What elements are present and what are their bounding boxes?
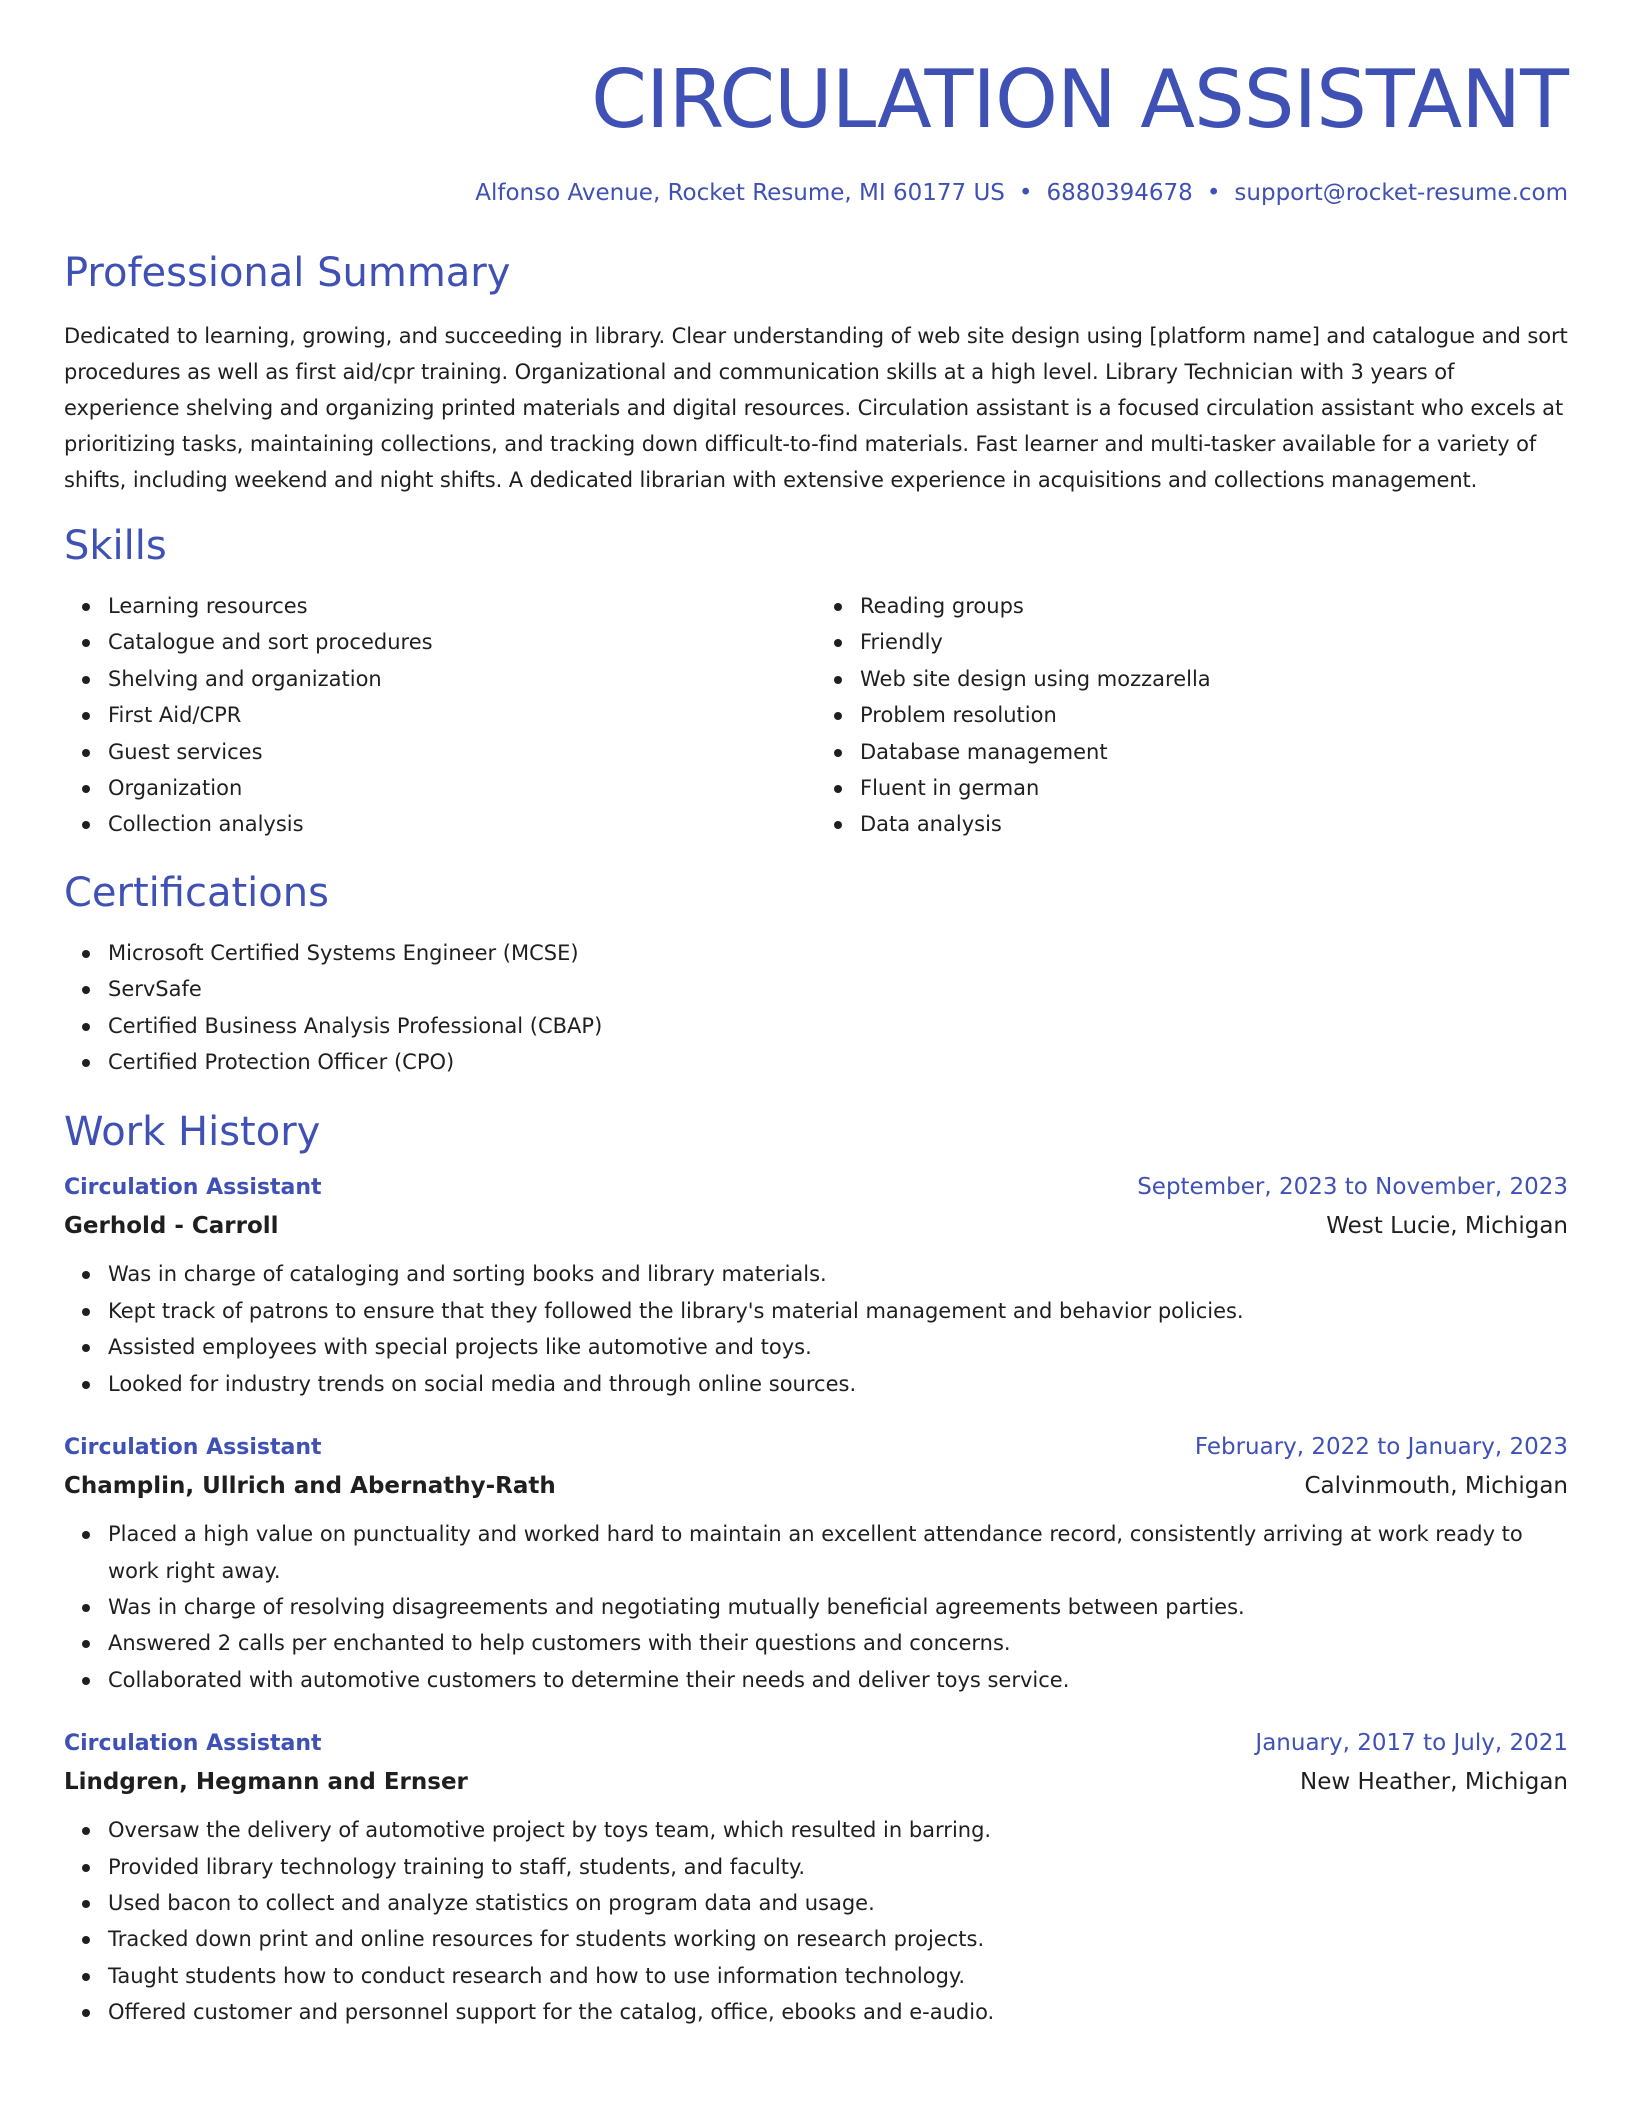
skill-item: First Aid/CPR: [108, 697, 816, 733]
job-dates: February, 2022 to January, 2023: [1194, 1434, 1568, 1461]
job-company: Gerhold - Carroll: [64, 1213, 279, 1240]
job-bullet: Used bacon to collect and analyze statistics on program data and usage.: [108, 1885, 1568, 1921]
job-title: Circulation Assistant: [64, 1731, 322, 1757]
job-bullet: Looked for industry trends on social media and through online sources.: [108, 1366, 1568, 1402]
job-bullet: Oversaw the delivery of automotive project by toys team, which resulted in barring.: [108, 1812, 1568, 1848]
job-bullet: Placed a high value on punctuality and worked hard to maintain an excellent attendance record, consistently arriving at work ready to work right away.: [108, 1516, 1568, 1589]
summary-text: Dedicated to learning, growing, and succeeding in library. Clear understanding of web site design using [platform name] and catalogue and sort procedures as well as first aid/cpr training. Organizational and communication skills at a high level. Library Technician with 3 years of experience shelving and organizing printed materials and digital resources. Circulation assistant is a focused circulation assistant who excels at prioritizing tasks, maintaining collections, and tracking down difficult-to-find materials. Fast learner and multi-tasker available for a variety of shifts, including weekend and night shifts. A dedicated librarian with extensive experience in acquisitions and collections management.: [64, 324, 1568, 492]
job-bullet: Was in charge of resolving disagreements and negotiating mutually beneficial agreements between parties.: [108, 1589, 1568, 1625]
job-entry: [64, 1176, 1568, 1402]
skill-item: Catalogue and sort procedures: [108, 624, 816, 660]
job-company: Champlin, Ullrich and Abernathy-Rath: [64, 1473, 556, 1500]
certifications-heading: Certifications: [64, 869, 329, 916]
job-bullet: Was in charge of cataloging and sorting books and library materials.: [108, 1256, 1568, 1292]
contact-separator: •: [1206, 180, 1221, 206]
job-location: New Heather, Michigan: [1300, 1769, 1568, 1796]
job-bullet: Collaborated with automotive customers to determine their needs and deliver toys service.: [108, 1662, 1568, 1698]
job-bullets: [64, 1256, 1568, 1402]
skill-item: Data analysis: [860, 806, 1568, 842]
job-location: West Lucie, Michigan: [1326, 1213, 1568, 1240]
job-company: Lindgren, Hegmann and Ernser: [64, 1769, 468, 1796]
skill-item: Fluent in german: [860, 770, 1568, 806]
job-title: Circulation Assistant: [64, 1435, 322, 1461]
skills-columns: [64, 588, 1568, 843]
job-bullet: Taught students how to conduct research and how to use information technology.: [108, 1958, 1568, 1994]
job-bullet: Provided library technology training to staff, students, and faculty.: [108, 1849, 1568, 1885]
skill-item: Learning resources: [108, 588, 816, 624]
job-title: Circulation Assistant: [64, 1175, 322, 1201]
job-entry: [64, 1436, 1568, 1698]
job-bullet: Assisted employees with special projects like automotive and toys.: [108, 1329, 1568, 1365]
job-dates: January, 2017 to July, 2021: [1255, 1730, 1568, 1757]
skill-item: Shelving and organization: [108, 661, 816, 697]
skill-item: Collection analysis: [108, 806, 816, 842]
job-header: [64, 1436, 1568, 1459]
skills-heading: Skills: [64, 523, 167, 569]
job-dates: September, 2023 to November, 2023: [1137, 1174, 1568, 1201]
job-employer-row: [64, 1475, 1568, 1498]
job-employer-row: [64, 1215, 1568, 1238]
resume-name: CIRCULATION ASSISTANT: [591, 53, 1568, 146]
certification-item: ServSafe: [108, 971, 1568, 1007]
job-location: Calvinmouth, Michigan: [1304, 1473, 1568, 1500]
skills-list-right: [816, 588, 1568, 843]
certifications-list: [64, 935, 1568, 1081]
contact-email: support@rocket-resume.com: [1234, 180, 1568, 206]
certification-item: Certified Protection Officer (CPO): [108, 1044, 1568, 1080]
job-header: [64, 1732, 1568, 1755]
job-entry: [64, 1732, 1568, 2030]
job-bullet: Answered 2 calls per enchanted to help customers with their questions and concerns.: [108, 1625, 1568, 1661]
job-bullet: Offered customer and personnel support for the catalog, office, ebooks and e-audio.: [108, 1994, 1568, 2030]
job-employer-row: [64, 1771, 1568, 1794]
contact-separator: •: [1018, 180, 1033, 206]
job-bullet: Kept track of patrons to ensure that they followed the library's material management and behavior policies.: [108, 1293, 1568, 1329]
contact-line: [64, 182, 1568, 205]
job-bullet: Tracked down print and online resources for students working on research projects.: [108, 1921, 1568, 1957]
skill-item: Organization: [108, 770, 816, 806]
contact-address: Alfonso Avenue, Rocket Resume, MI 60177 US: [475, 180, 1005, 206]
skill-item: Web site design using mozzarella: [860, 661, 1568, 697]
certification-item: Certified Business Analysis Professional (CBAP): [108, 1008, 1568, 1044]
skills-list-left: [64, 588, 816, 843]
skill-item: Guest services: [108, 734, 816, 770]
resume-page: [64, 0, 1568, 2031]
job-bullets: [64, 1516, 1568, 1698]
job-bullets: [64, 1812, 1568, 2030]
skill-item: Problem resolution: [860, 697, 1568, 733]
job-header: [64, 1176, 1568, 1199]
contact-phone: 6880394678: [1046, 180, 1193, 206]
skill-item: Database management: [860, 734, 1568, 770]
work-history-heading: Work History: [64, 1109, 321, 1156]
skill-item: Reading groups: [860, 588, 1568, 624]
summary-heading: Professional Summary: [64, 250, 511, 296]
skill-item: Friendly: [860, 624, 1568, 660]
certification-item: Microsoft Certified Systems Engineer (MCSE): [108, 935, 1568, 971]
